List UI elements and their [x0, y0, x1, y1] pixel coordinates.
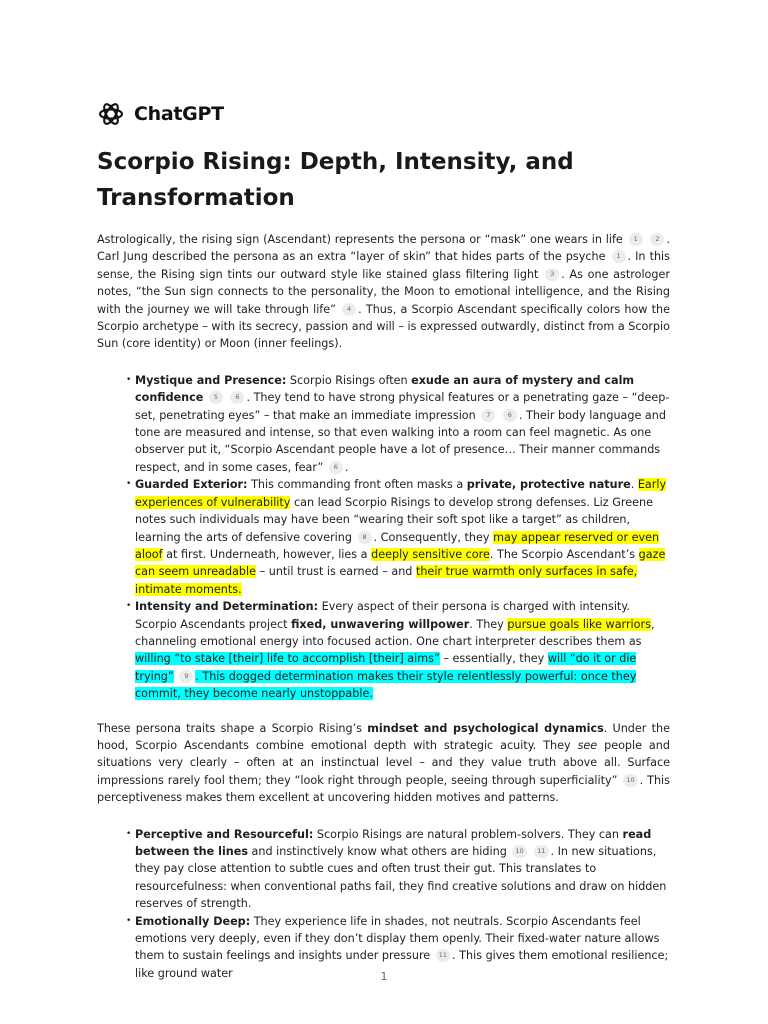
bold-text: read between the lines: [135, 827, 652, 858]
citation-badge[interactable]: 10: [512, 845, 526, 858]
text-run: . In this sense, the Rising sign tints our outward style like stained glass filtering light: [97, 250, 670, 281]
text-run: . Thus, a Scorpio Ascendant specifically colors how the Scorpio archetype – with its secrecy, passion and will – is expressed outwardly, distinct from a Scorpio Sun (core identity) or Moon (inner feelings).: [97, 302, 670, 351]
text-run: . They: [469, 617, 508, 631]
intro-paragraph: [97, 231, 670, 353]
text-run: people and situations very clearly – often at an instinctual level – and they value truth above all. Surface impressions rarely fool them; they “look right through people, seeing through superficiality”: [97, 738, 670, 787]
citation-badge[interactable]: 9: [179, 670, 193, 683]
citation-badge[interactable]: 4: [342, 303, 356, 316]
brand-header: [97, 100, 224, 128]
citation-badge[interactable]: 1: [612, 250, 626, 263]
text-run: . In new situations, they pay close attention to subtle cues and often trust their gut. This translates to resourcefulness: when conventional paths fail, they find creative solutions and draw on hidden reserves of strength.: [135, 845, 667, 911]
highlight-yellow: Early experiences of vulnerability: [135, 478, 667, 509]
text-run: . Carl Jung described the persona as an extra “layer of skin” that hides parts of the psyche: [97, 233, 671, 264]
text-run: . As one astrologer notes, “the Sun sign connects to the personality, the Moon to emotional intelligence, and the Rising with the journey we will take through life”: [97, 267, 670, 316]
text-run: . Consequently, they: [373, 530, 494, 544]
text-run: and instinctively know what others are hiding: [248, 845, 507, 858]
italic-text: see: [577, 738, 598, 752]
list-item-perceptive: [135, 826, 670, 913]
text-run: Scorpio Risings are natural problem-solvers. They can: [313, 827, 623, 841]
highlight-yellow: their true warmth only surfaces in safe, intimate moments.: [135, 565, 638, 596]
text-run: . The Scorpio Ascendant’s: [489, 547, 639, 561]
persona-traits-list: [97, 372, 670, 703]
citation-badge[interactable]: 8: [358, 531, 372, 544]
citation-badge[interactable]: 2: [650, 233, 664, 246]
highlight-yellow: pursue goals like warriors: [507, 617, 651, 631]
highlight-yellow: gaze can seem unreadable: [135, 547, 666, 579]
text-run: at first. Underneath, however, lies a: [162, 547, 372, 561]
document-body: [97, 231, 670, 999]
highlight-yellow: may appear reserved or even aloof: [135, 530, 660, 561]
highlight-cyan: willing “to stake [their] life to accomplish [their] aims”: [135, 652, 440, 666]
text-run: can lead Scorpio Risings to develop strong defenses. Liz Greene notes such individuals may have been “wearing their soft spot like a target” as children, learning the arts of defensive covering: [135, 495, 653, 544]
text-run: This commanding front often masks a: [247, 478, 467, 492]
citation-badge[interactable]: 3: [545, 268, 559, 281]
text-run: . This perceptiveness makes them excellent at uncovering hidden motives and patterns.: [97, 773, 670, 805]
bold-text: exude an aura of mystery and calm confidence: [135, 373, 635, 405]
item-label: Perceptive and Resourceful:: [135, 827, 314, 841]
text-run: . Under the hood, Scorpio Ascendants combine emotional depth with strategic acuity. They: [97, 721, 670, 752]
citation-badge[interactable]: 6: [329, 461, 343, 474]
highlight-cyan: will “do it or die trying”: [135, 652, 637, 683]
citation-badge[interactable]: 1: [629, 233, 643, 246]
page-number: 1: [380, 970, 388, 983]
list-item-mystique: [135, 372, 670, 476]
citation-badge[interactable]: 6: [230, 391, 244, 404]
item-label: Mystique and Presence:: [135, 373, 287, 387]
citation-badge[interactable]: 7: [481, 409, 495, 422]
citation-badge[interactable]: 10: [623, 774, 637, 787]
text-run: . They tend to have strong physical features or a penetrating gaze – “deep-set, penetrating eyes” – that make an immediate impression: [135, 391, 670, 422]
brand-name: ChatGPT: [134, 103, 224, 125]
text-run: Scorpio Risings often: [286, 373, 412, 387]
text-run: They experience life in shades, not neutrals. Scorpio Ascendants feel emotions very deeply, even if they don’t display them openly. Their fixed-water nature allows them to sustain feelings and insights under pressure: [135, 914, 660, 963]
openai-logo-icon: [97, 100, 125, 128]
mindset-paragraph: [97, 720, 670, 807]
mindset-traits-list: [97, 826, 670, 983]
item-label: Emotionally Deep:: [135, 914, 251, 928]
page-title: Scorpio Rising: Depth, Intensity, and Transformation: [97, 149, 574, 211]
text-run: Every aspect of their persona is charged with intensity. Scorpio Ascendants project: [135, 600, 630, 631]
text-run: . This gives them emotional resilience; like ground water: [135, 949, 669, 980]
citation-badge[interactable]: 11: [534, 845, 548, 858]
citation-badge[interactable]: 11: [436, 949, 450, 962]
item-label: Intensity and Determination:: [135, 600, 319, 614]
list-item-intensity: [135, 598, 670, 702]
text-run: These persona traits shape a Scorpio Rising’s: [97, 721, 368, 735]
citation-badge[interactable]: 6: [503, 409, 517, 422]
list-item-guarded: [135, 476, 670, 598]
bold-text: fixed, unwavering willpower: [291, 617, 470, 631]
text-run: .: [630, 478, 638, 492]
text-run: – essentially, they: [439, 652, 548, 666]
citation-badge[interactable]: 5: [209, 391, 223, 404]
highlight-yellow: deeply sensitive core: [371, 547, 490, 561]
text-run: , channeling emotional energy into focused action. One chart interpreter describes them as: [135, 617, 655, 648]
bold-text: mindset and psychological dynamics: [367, 721, 604, 735]
bold-text: private, protective nature: [466, 478, 631, 492]
text-run: Astrologically, the rising sign (Ascendant) represents the persona or “mask” one wears in life: [97, 233, 623, 246]
highlight-cyan: . This dogged determination makes their style relentlessly powerful: once they commit, they become nearly unstoppable.: [135, 669, 637, 701]
text-run: – until trust is earned – and: [256, 565, 416, 579]
text-run: . Their body language and tone are measured and intense, so that even walking into a room can feel magnetic. As one observer put it, “Scorpio Ascendant people have a lot of presence… Their manner commands respect, and in some cases, fear”: [135, 408, 666, 474]
text-run: .: [344, 460, 349, 474]
item-label: Guarded Exterior:: [135, 478, 248, 492]
